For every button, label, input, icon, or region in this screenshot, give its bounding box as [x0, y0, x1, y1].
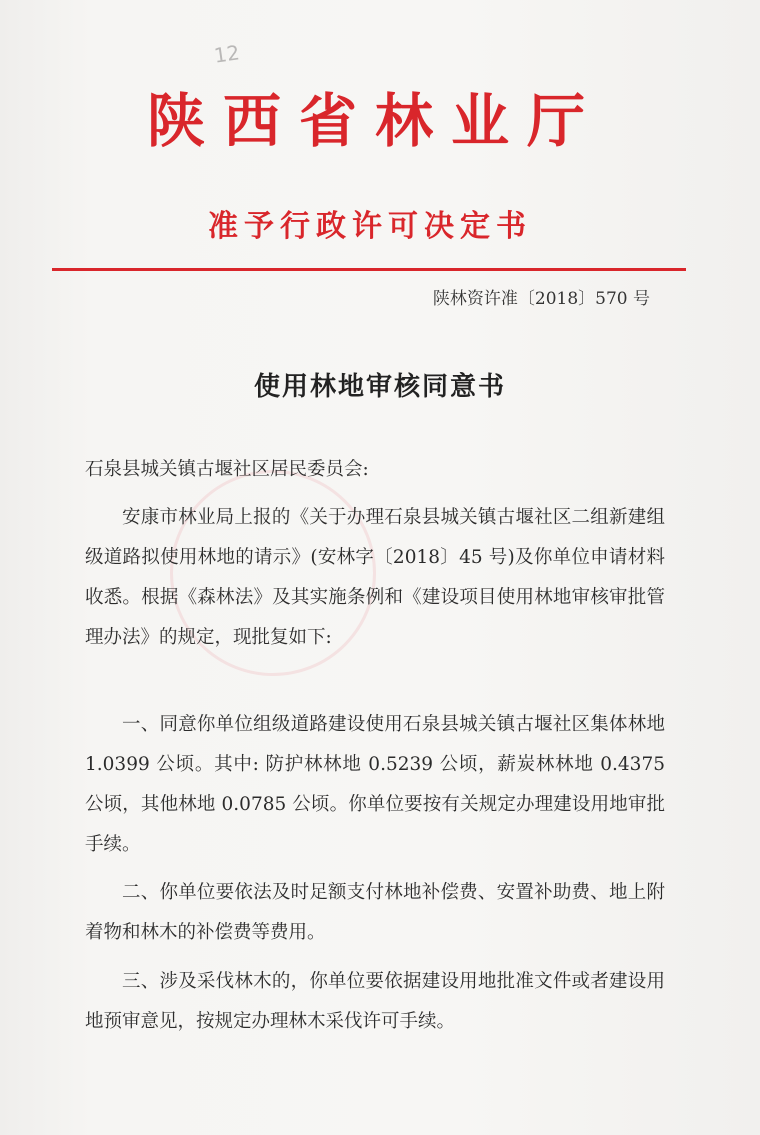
paragraph-text: 三、涉及采伐林木的，你单位要依据建设用地批准文件或者建设用地预审意见，按规定办理林木采伐许可手续。: [85, 971, 665, 1032]
body-paragraph-4: [85, 962, 665, 1042]
letterhead-subtitle: 准予行政许可决定书: [208, 209, 532, 244]
addressee: [85, 450, 665, 490]
document-number: 陕林资许准〔2018〕570 号: [432, 289, 650, 309]
handwritten-page-mark: 12: [212, 40, 241, 68]
paragraph-text: 一、同意你单位组级道路建设使用石泉县城关镇古堰社区集体林地 1.0399 公顷。其中: 防护林林地 0.5239 公顷，薪炭林林地 0.4375 公顷，其他林地 0.0785 公顷。你单位要按有关规定办理建设用地审批手续。: [85, 714, 665, 855]
letterhead-red-rule: [52, 268, 686, 271]
body-paragraph-2: [85, 705, 665, 865]
paragraph-text: 二、你单位要依法及时足额支付林地补偿费、安置补助费、地上附着物和林木的补偿费等费用。: [85, 882, 665, 943]
document-title: 使用林地审核同意书: [253, 372, 506, 402]
body-paragraph-3: [85, 873, 665, 953]
letterhead-title: 陕西省林业厅: [146, 87, 603, 155]
addressee-text: 石泉县城关镇古堰社区居民委员会:: [85, 459, 369, 480]
paragraph-text: 安康市林业局上报的《关于办理石泉县城关镇古堰社区二组新建组级道路拟使用林地的请示》(安林字〔2018〕45 号)及你单位申请材料收悉。根据《森林法》及其实施条例和《建设项目使用林地审核审批管理办法》的规定，现批复如下:: [85, 507, 665, 648]
body-paragraph-1: [85, 498, 665, 658]
